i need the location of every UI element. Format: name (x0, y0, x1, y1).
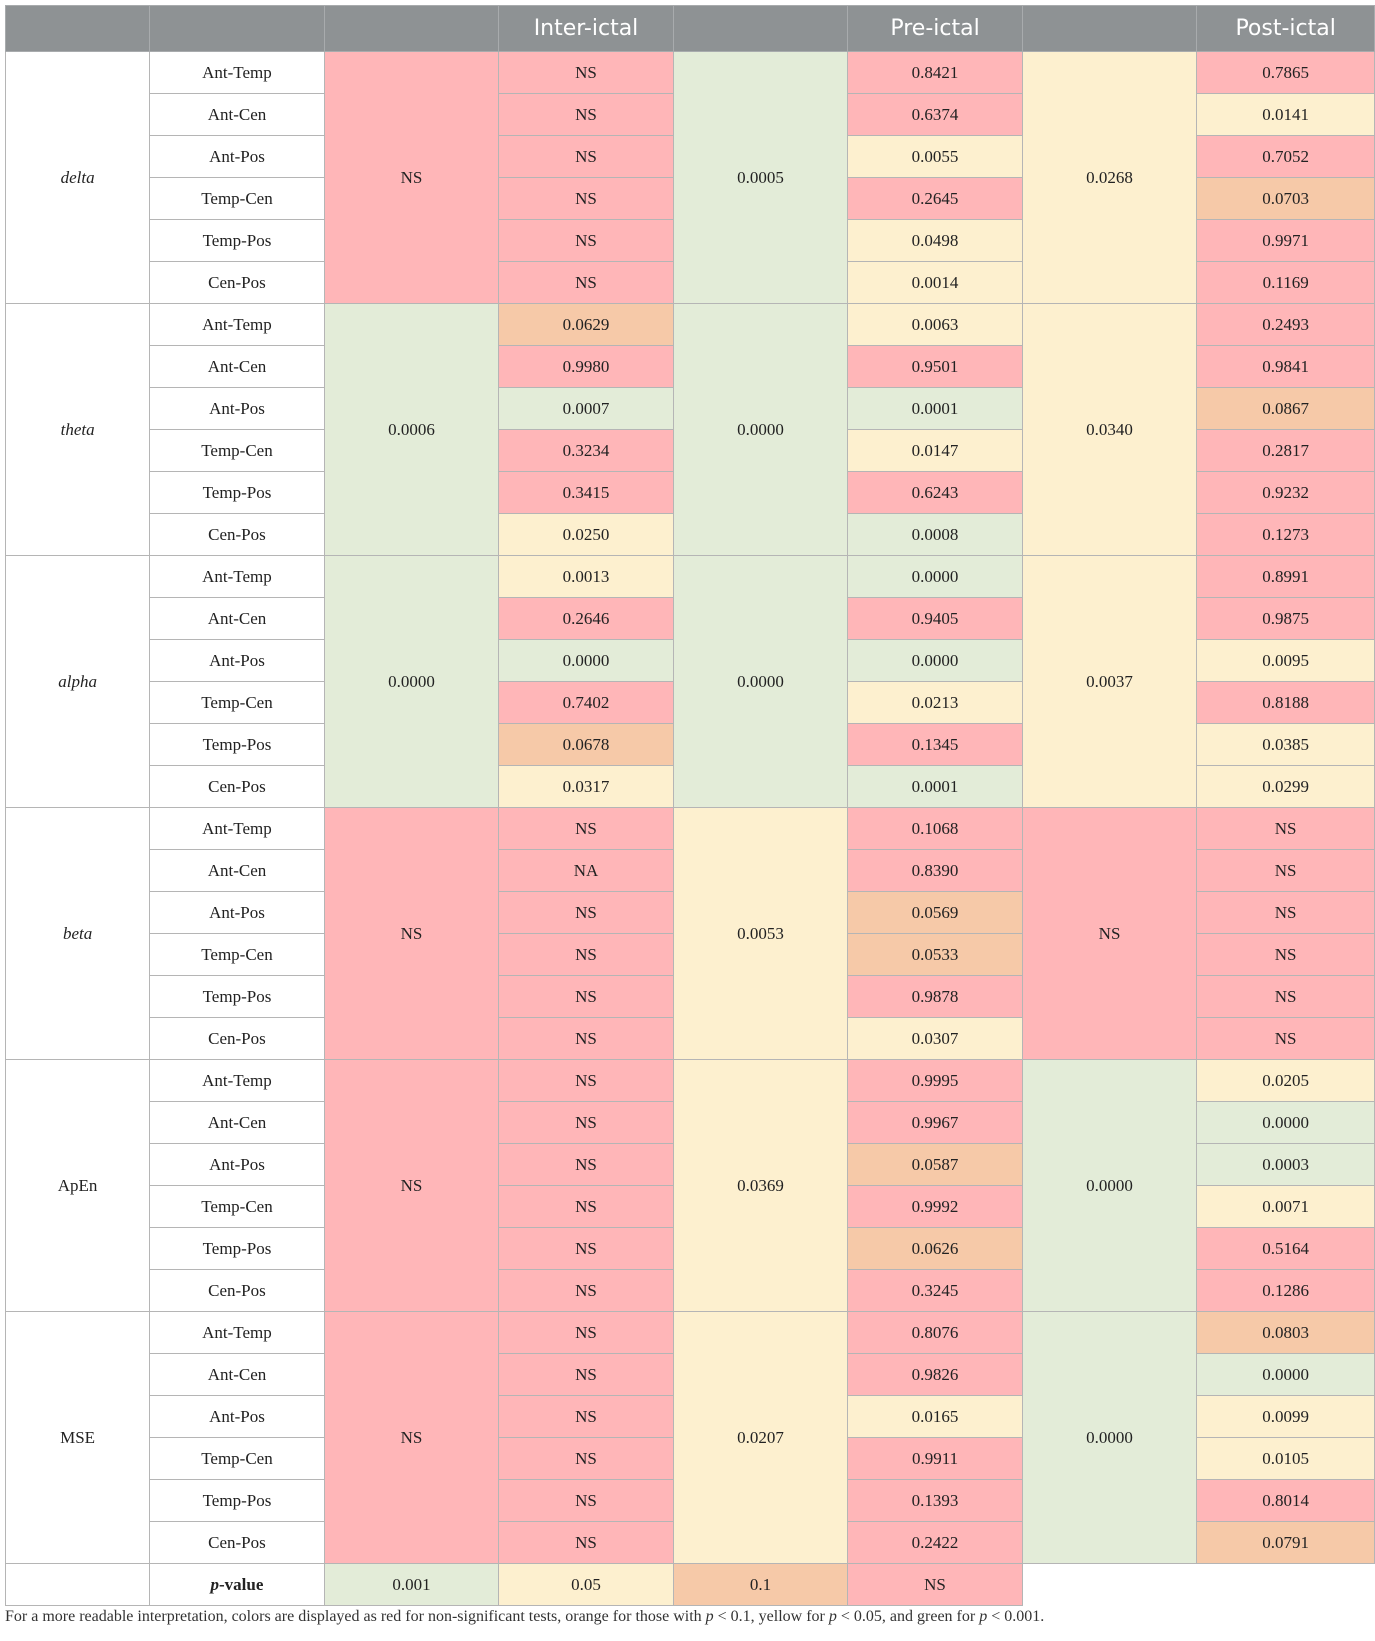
post-ictal-value: 0.0000 (1197, 1354, 1375, 1396)
pre-ictal-value: 0.6243 (848, 472, 1023, 514)
inter-ictal-value: NS (499, 1186, 674, 1228)
legend-blank (6, 1564, 150, 1606)
pair-label: Temp-Cen (150, 1186, 325, 1228)
pair-label: Cen-Pos (150, 1018, 325, 1060)
pair-label: Temp-Cen (150, 1438, 325, 1480)
post-ictal-value: 0.0791 (1197, 1522, 1375, 1564)
inter-ictal-value: NS (499, 178, 674, 220)
pair-label: Temp-Cen (150, 178, 325, 220)
post-ictal-value: 0.9232 (1197, 472, 1375, 514)
post-ictal-value: 0.2493 (1197, 304, 1375, 346)
post-ictal-value: NS (1197, 976, 1375, 1018)
pair-label: Cen-Pos (150, 1270, 325, 1312)
pair-label: Ant-Temp (150, 1060, 325, 1102)
pair-label: Ant-Pos (150, 1396, 325, 1438)
pre-ictal-value: 0.1345 (848, 724, 1023, 766)
inter-ictal-value: NS (499, 1354, 674, 1396)
table-row (6, 304, 1375, 346)
inter-ictal-value: 0.7402 (499, 682, 674, 724)
post-ictal-value: 0.1286 (1197, 1270, 1375, 1312)
post-ictal-value: 0.2817 (1197, 430, 1375, 472)
legend-label-rest: -value (219, 1574, 264, 1594)
post-ictal-value: 0.8991 (1197, 556, 1375, 598)
footnote-p-2: p (828, 1608, 837, 1625)
post-ictal-value: 0.1273 (1197, 514, 1375, 556)
pre-ictal-value: 0.0569 (848, 892, 1023, 934)
pair-label: Ant-Pos (150, 892, 325, 934)
pre-ictal-value: 0.9826 (848, 1354, 1023, 1396)
post-ictal-value: 0.0385 (1197, 724, 1375, 766)
footnote-text-4: < 0.001. (987, 1608, 1045, 1625)
pair-label: Ant-Cen (150, 346, 325, 388)
pre-ictal-value: 0.6374 (848, 94, 1023, 136)
post-ictal-overall: 0.0000 (1022, 1312, 1197, 1564)
pre-ictal-value: 0.8076 (848, 1312, 1023, 1354)
group-name: theta (6, 304, 150, 556)
pair-label: Temp-Cen (150, 682, 325, 724)
group-name: delta (6, 52, 150, 304)
inter-ictal-value: NS (499, 934, 674, 976)
post-ictal-value: 0.0071 (1197, 1186, 1375, 1228)
pre-ictal-value: 0.0165 (848, 1396, 1023, 1438)
table-body (6, 52, 1375, 1606)
inter-ictal-value: NS (499, 1102, 674, 1144)
pre-ictal-value: 0.0000 (848, 556, 1023, 598)
pair-label: Temp-Cen (150, 934, 325, 976)
pre-ictal-value: 0.0626 (848, 1228, 1023, 1270)
post-ictal-value: 0.5164 (1197, 1228, 1375, 1270)
post-ictal-value: NS (1197, 1018, 1375, 1060)
pre-ictal-value: 0.2422 (848, 1522, 1023, 1564)
inter-ictal-value: 0.0678 (499, 724, 674, 766)
group-name: alpha (6, 556, 150, 808)
pair-label: Temp-Pos (150, 220, 325, 262)
pair-label: Ant-Cen (150, 1354, 325, 1396)
post-ictal-value: 0.0099 (1197, 1396, 1375, 1438)
pair-label: Temp-Cen (150, 430, 325, 472)
results-table-container (5, 5, 1375, 1606)
inter-ictal-overall: NS (324, 1060, 499, 1312)
group-name: MSE (6, 1312, 150, 1564)
pair-label: Temp-Pos (150, 472, 325, 514)
inter-ictal-value: NS (499, 976, 674, 1018)
inter-ictal-value: NS (499, 1060, 674, 1102)
pre-ictal-value: 0.1068 (848, 808, 1023, 850)
post-ictal-value: 0.7865 (1197, 52, 1375, 94)
pair-label: Ant-Pos (150, 388, 325, 430)
header-inter-ictal: Inter-ictal (499, 6, 674, 52)
post-ictal-overall: 0.0000 (1022, 1060, 1197, 1312)
footnote-text-1: For a more readable interpretation, colors are displayed as red for non-significant tests, orange for those with (5, 1608, 706, 1625)
pre-ictal-value: 0.0055 (848, 136, 1023, 178)
legend-label-p: p (210, 1574, 220, 1594)
header-pre-overall (673, 6, 848, 52)
p-value-table (5, 5, 1375, 1606)
pair-label: Ant-Temp (150, 556, 325, 598)
post-ictal-value: 0.0299 (1197, 766, 1375, 808)
post-ictal-value: 0.0003 (1197, 1144, 1375, 1186)
pair-label: Temp-Pos (150, 724, 325, 766)
inter-ictal-value: NS (499, 1522, 674, 1564)
inter-ictal-value: 0.0000 (499, 640, 674, 682)
post-ictal-value: 0.9971 (1197, 220, 1375, 262)
header-post-ictal: Post-ictal (1197, 6, 1375, 52)
pre-ictal-value: 0.0213 (848, 682, 1023, 724)
pair-label: Temp-Pos (150, 1228, 325, 1270)
table-footnote (5, 1608, 1370, 1626)
pre-ictal-value: 0.0587 (848, 1144, 1023, 1186)
pre-ictal-value: 0.0307 (848, 1018, 1023, 1060)
pair-label: Cen-Pos (150, 766, 325, 808)
footnote-p-3: p (979, 1608, 988, 1625)
post-ictal-value: 0.8188 (1197, 682, 1375, 724)
inter-ictal-value: 0.0013 (499, 556, 674, 598)
table-row (6, 52, 1375, 94)
inter-ictal-overall: NS (324, 808, 499, 1060)
header-blank-group (6, 6, 150, 52)
pre-ictal-value: 0.9878 (848, 976, 1023, 1018)
inter-ictal-overall: 0.0000 (324, 556, 499, 808)
pair-label: Ant-Temp (150, 1312, 325, 1354)
pre-ictal-overall: 0.0369 (673, 1060, 848, 1312)
post-ictal-value: NS (1197, 892, 1375, 934)
pre-ictal-value: 0.9501 (848, 346, 1023, 388)
inter-ictal-value: 0.0629 (499, 304, 674, 346)
footnote-p-1: p (705, 1608, 714, 1625)
pre-ictal-value: 0.0533 (848, 934, 1023, 976)
pair-label: Cen-Pos (150, 514, 325, 556)
post-ictal-overall: 0.0037 (1022, 556, 1197, 808)
inter-ictal-overall: 0.0006 (324, 304, 499, 556)
pre-ictal-value: 0.9992 (848, 1186, 1023, 1228)
pair-label: Ant-Temp (150, 304, 325, 346)
legend-label (150, 1564, 325, 1606)
pair-label: Ant-Pos (150, 136, 325, 178)
post-ictal-value: 0.8014 (1197, 1480, 1375, 1522)
pre-ictal-value: 0.9995 (848, 1060, 1023, 1102)
inter-ictal-value: NS (499, 1480, 674, 1522)
pair-label: Cen-Pos (150, 1522, 325, 1564)
post-ictal-overall: NS (1022, 808, 1197, 1060)
pair-label: Temp-Pos (150, 1480, 325, 1522)
pre-ictal-value: 0.2645 (848, 178, 1023, 220)
pair-label: Ant-Cen (150, 598, 325, 640)
inter-ictal-value: NS (499, 220, 674, 262)
pre-ictal-value: 0.8421 (848, 52, 1023, 94)
pair-label: Ant-Cen (150, 850, 325, 892)
inter-ictal-value: NS (499, 1438, 674, 1480)
pre-ictal-value: 0.0001 (848, 766, 1023, 808)
inter-ictal-value: NA (499, 850, 674, 892)
post-ictal-value: 0.0105 (1197, 1438, 1375, 1480)
post-ictal-value: NS (1197, 850, 1375, 892)
pair-label: Cen-Pos (150, 262, 325, 304)
pre-ictal-overall: 0.0207 (673, 1312, 848, 1564)
pair-label: Ant-Cen (150, 94, 325, 136)
inter-ictal-value: NS (499, 262, 674, 304)
post-ictal-value: 0.1169 (1197, 262, 1375, 304)
pair-label: Ant-Temp (150, 808, 325, 850)
post-ictal-value: NS (1197, 808, 1375, 850)
inter-ictal-value: NS (499, 1018, 674, 1060)
post-ictal-value: 0.7052 (1197, 136, 1375, 178)
legend-swatch: 0.05 (499, 1564, 674, 1606)
inter-ictal-value: NS (499, 136, 674, 178)
pre-ictal-value: 0.0000 (848, 640, 1023, 682)
post-ictal-overall: 0.0340 (1022, 304, 1197, 556)
inter-ictal-value: NS (499, 1396, 674, 1438)
legend-row (6, 1564, 1375, 1606)
inter-ictal-value: 0.2646 (499, 598, 674, 640)
inter-ictal-value: NS (499, 808, 674, 850)
header-inter-overall (324, 6, 499, 52)
legend-swatch: NS (848, 1564, 1023, 1606)
inter-ictal-value: NS (499, 1312, 674, 1354)
pre-ictal-value: 0.1393 (848, 1480, 1023, 1522)
post-ictal-value: 0.0000 (1197, 1102, 1375, 1144)
pre-ictal-overall: 0.0053 (673, 808, 848, 1060)
post-ictal-value: 0.0095 (1197, 640, 1375, 682)
pre-ictal-overall: 0.0005 (673, 52, 848, 304)
header-pre-ictal: Pre-ictal (848, 6, 1023, 52)
inter-ictal-value: 0.3415 (499, 472, 674, 514)
pre-ictal-value: 0.0147 (848, 430, 1023, 472)
group-name: beta (6, 808, 150, 1060)
post-ictal-value: 0.0703 (1197, 178, 1375, 220)
pre-ictal-value: 0.0498 (848, 220, 1023, 262)
pre-ictal-value: 0.0008 (848, 514, 1023, 556)
post-ictal-value: 0.0803 (1197, 1312, 1375, 1354)
inter-ictal-value: NS (499, 1228, 674, 1270)
header-blank-pair (150, 6, 325, 52)
inter-ictal-value: 0.9980 (499, 346, 674, 388)
table-row (6, 1060, 1375, 1102)
pre-ictal-overall: 0.0000 (673, 556, 848, 808)
header-row (6, 6, 1375, 52)
post-ictal-value: NS (1197, 934, 1375, 976)
footnote-text-2: < 0.1, yellow for (713, 1608, 829, 1625)
pair-label: Ant-Cen (150, 1102, 325, 1144)
pre-ictal-value: 0.3245 (848, 1270, 1023, 1312)
inter-ictal-overall: NS (324, 1312, 499, 1564)
pre-ictal-value: 0.9405 (848, 598, 1023, 640)
pre-ictal-value: 0.9967 (848, 1102, 1023, 1144)
post-ictal-value: 0.0141 (1197, 94, 1375, 136)
inter-ictal-value: 0.3234 (499, 430, 674, 472)
legend-swatch: 0.1 (673, 1564, 848, 1606)
pre-ictal-overall: 0.0000 (673, 304, 848, 556)
table-row (6, 808, 1375, 850)
header-post-overall (1022, 6, 1197, 52)
legend-empty (1022, 1564, 1374, 1606)
inter-ictal-value: NS (499, 1270, 674, 1312)
pre-ictal-value: 0.9911 (848, 1438, 1023, 1480)
inter-ictal-value: 0.0250 (499, 514, 674, 556)
pair-label: Ant-Pos (150, 1144, 325, 1186)
group-name: ApEn (6, 1060, 150, 1312)
pair-label: Ant-Pos (150, 640, 325, 682)
inter-ictal-value: 0.0007 (499, 388, 674, 430)
post-ictal-value: 0.9841 (1197, 346, 1375, 388)
inter-ictal-value: 0.0317 (499, 766, 674, 808)
inter-ictal-value: NS (499, 1144, 674, 1186)
pair-label: Temp-Pos (150, 976, 325, 1018)
post-ictal-value: 0.9875 (1197, 598, 1375, 640)
pre-ictal-value: 0.0063 (848, 304, 1023, 346)
pre-ictal-value: 0.8390 (848, 850, 1023, 892)
pre-ictal-value: 0.0001 (848, 388, 1023, 430)
inter-ictal-value: NS (499, 52, 674, 94)
footnote-text-3: < 0.05, and green for (836, 1608, 980, 1625)
inter-ictal-value: NS (499, 94, 674, 136)
table-row (6, 556, 1375, 598)
post-ictal-value: 0.0205 (1197, 1060, 1375, 1102)
post-ictal-overall: 0.0268 (1022, 52, 1197, 304)
legend-swatch: 0.001 (324, 1564, 499, 1606)
pair-label: Ant-Temp (150, 52, 325, 94)
post-ictal-value: 0.0867 (1197, 388, 1375, 430)
inter-ictal-value: NS (499, 892, 674, 934)
inter-ictal-overall: NS (324, 52, 499, 304)
table-row (6, 1312, 1375, 1354)
pre-ictal-value: 0.0014 (848, 262, 1023, 304)
